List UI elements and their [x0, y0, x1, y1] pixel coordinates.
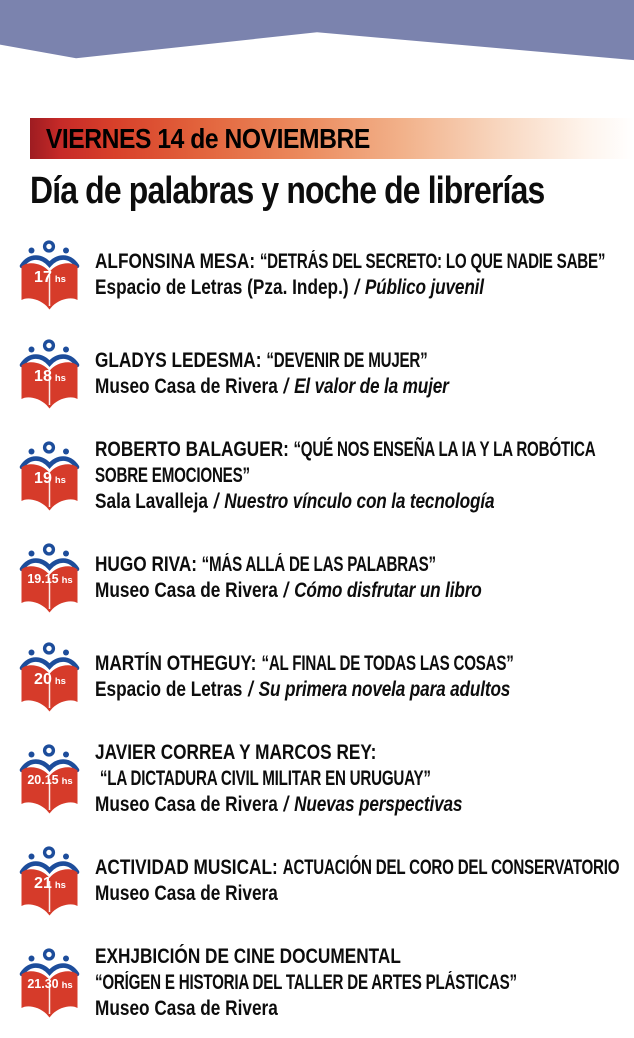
event-venue: Museo Casa de Rivera [95, 375, 278, 398]
event-talk-title: “MÁS ALLÁ DE LAS PALABRAS” [201, 553, 437, 576]
event-venue-line [95, 881, 537, 907]
event-speaker: JAVIER CORREA Y MARCOS REY: [95, 741, 377, 764]
event-title [95, 437, 596, 463]
separator-slash: / [213, 490, 219, 513]
event-item [14, 641, 634, 713]
event-title [95, 944, 537, 970]
event-time: 21.30 [27, 977, 59, 991]
event-list [0, 239, 634, 1022]
date-banner [30, 118, 634, 159]
event-time: 20 [34, 671, 52, 688]
event-speaker: ALFONSINA MESA: [95, 250, 256, 273]
book-reader-icon [14, 338, 86, 410]
event-detail: Nuevas perspectivas [294, 793, 463, 816]
event-time: 21 [34, 875, 52, 892]
event-title [95, 348, 537, 374]
event-venue-line [95, 677, 537, 703]
event-time-badge [14, 774, 86, 787]
event-speaker: ROBERTO BALAGUER: [95, 438, 289, 461]
event-time-badge [14, 876, 86, 892]
event-title-line2 [95, 463, 537, 489]
event-time: 20.15 [27, 773, 59, 787]
event-time-unit: hs [61, 575, 73, 586]
event-item [14, 338, 634, 410]
event-detail: Nuestro vínculo con la tecnología [224, 490, 495, 513]
event-speaker: ACTIVIDAD MUSICAL: [95, 856, 278, 879]
event-time-badge [14, 672, 86, 688]
event-time-badge [14, 978, 86, 991]
event-title [95, 740, 537, 766]
event-venue-line [95, 374, 537, 400]
separator-slash: / [248, 678, 253, 701]
event-talk-title: “DETRÁS DEL SECRETO: LO QUE NADIE SABE” [259, 250, 606, 273]
event-time-unit: hs [61, 776, 73, 787]
event-time-unit: hs [54, 676, 66, 687]
event-item [14, 239, 634, 311]
event-detail: Su primera novela para adultos [258, 678, 511, 701]
event-time-badge [14, 270, 86, 286]
event-venue: Espacio de Letras (Pza. Indep.) [95, 276, 349, 299]
event-title-line2 [95, 970, 537, 996]
event-detail: Cómo disfrutar un libro [294, 579, 482, 602]
book-reader-icon [14, 542, 86, 614]
separator-slash: / [283, 793, 289, 816]
event-item [14, 542, 634, 614]
event-time-badge [14, 369, 86, 385]
event-venue: Museo Casa de Rivera [95, 997, 278, 1020]
event-venue-line [95, 489, 537, 515]
event-time-unit: hs [54, 880, 66, 891]
event-talk-title: “QUÉ NOS ENSEÑA LA IA Y LA ROBÓTICA [293, 438, 596, 461]
event-time: 19 [34, 470, 52, 487]
event-time: 18 [34, 368, 52, 385]
event-venue: Museo Casa de Rivera [95, 793, 278, 816]
event-venue: Museo Casa de Rivera [95, 579, 278, 602]
book-reader-icon [14, 440, 86, 512]
event-title [95, 552, 537, 578]
book-reader-icon [14, 239, 86, 311]
book-reader-icon [14, 947, 86, 1019]
book-reader-icon [14, 641, 86, 713]
event-speaker: MARTÍN OTHEGUY: [95, 652, 257, 675]
event-venue: Sala Lavalleja [95, 490, 208, 513]
event-item [14, 437, 634, 515]
event-detail: El valor de la mujer [294, 375, 449, 398]
event-venue-line [95, 578, 537, 604]
event-speaker: EXHJBICIÓN DE CINE DOCUMENTAL [95, 945, 401, 968]
event-talk-title: “DEVENIR DE MUJER” [266, 349, 428, 372]
book-reader-icon [14, 845, 86, 917]
event-time: 19.15 [27, 572, 59, 586]
event-time-badge [14, 573, 86, 586]
page-title: Día de palabras y noche de librerías [30, 170, 545, 212]
event-venue-line [95, 275, 537, 301]
event-speaker: HUGO RIVA: [95, 553, 198, 576]
book-reader-icon [14, 743, 86, 815]
event-time-unit: hs [54, 475, 66, 486]
event-time-badge [14, 471, 86, 487]
event-detail: Público juvenil [364, 276, 484, 299]
event-talk-title-cont: SOBRE EMOCIONES” [95, 464, 250, 487]
event-item [14, 944, 634, 1022]
separator-slash: / [283, 375, 289, 398]
event-speaker: GLADYS LEDESMA: [95, 349, 262, 372]
separator-slash: / [283, 579, 289, 602]
event-venue: Museo Casa de Rivera [95, 882, 278, 905]
event-time: 17 [34, 269, 52, 286]
separator-slash: / [354, 276, 360, 299]
event-talk-title: “AL FINAL DE TODAS LAS COSAS” [261, 652, 514, 675]
date-banner-label: VIERNES 14 de NOVIEMBRE [45, 122, 370, 154]
event-item [14, 740, 634, 818]
event-talk-title: “ORÍGEN E HISTORIA DEL TALLER DE ARTES PLÁSTICAS” [95, 971, 517, 994]
event-venue: Espacio de Letras [95, 678, 243, 701]
event-title-line2 [95, 766, 537, 792]
event-time-unit: hs [61, 980, 73, 991]
event-venue-line [95, 996, 537, 1022]
event-venue-line [95, 792, 537, 818]
event-item [14, 845, 634, 917]
event-talk-title: ACTUACIÓN DEL CORO DEL CONSERVATORIO [282, 856, 620, 879]
event-time-unit: hs [54, 373, 66, 384]
event-time-unit: hs [54, 274, 66, 285]
event-title [95, 249, 606, 275]
event-title [95, 651, 537, 677]
event-talk-title: “LA DICTADURA CIVIL MILITAR EN URUGUAY” [99, 767, 431, 790]
event-title [95, 855, 620, 881]
